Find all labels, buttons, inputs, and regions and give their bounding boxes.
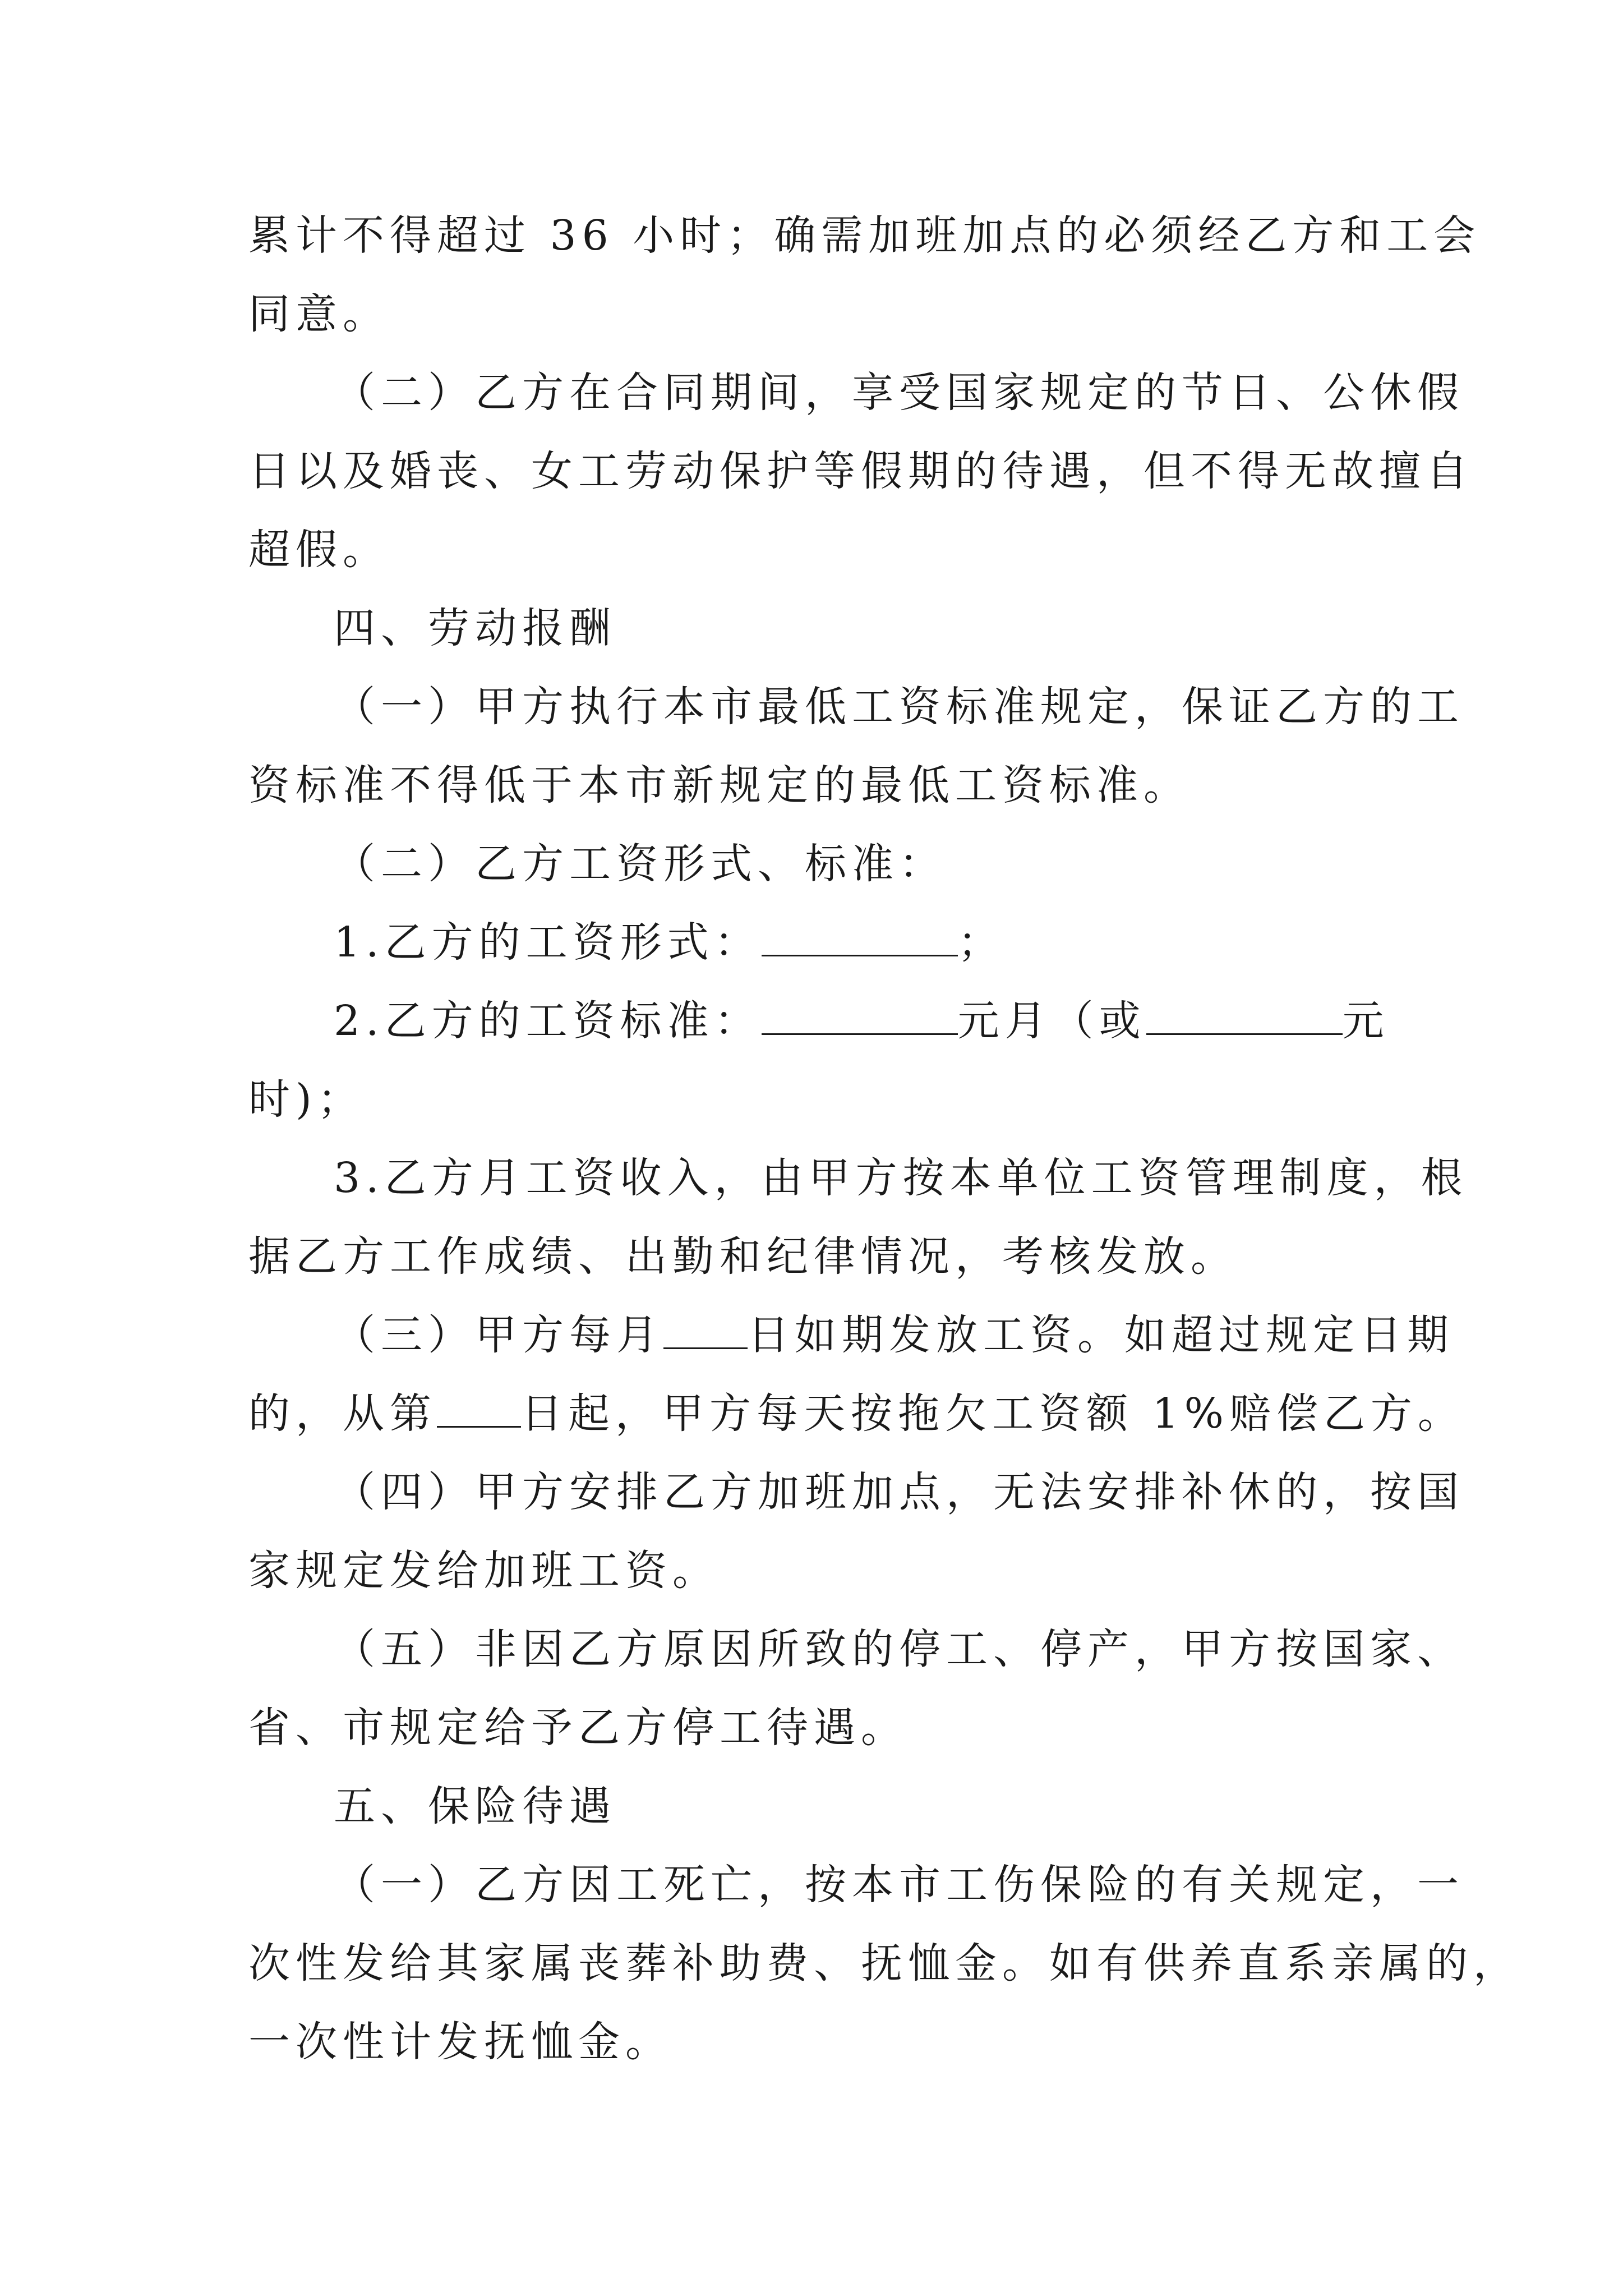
fill-in-blank[interactable]: [762, 915, 958, 956]
text-segment: 2.乙方的工资标准：: [334, 997, 762, 1045]
text-segment: 元: [1342, 997, 1390, 1045]
text-line: 同意。: [248, 290, 390, 338]
text-segment: 元月（或: [957, 997, 1146, 1045]
text-line: 3.乙方月工资收入，由甲方按本单位工资管理制度，根: [334, 1154, 1468, 1202]
text-line: [248, 1386, 1465, 1442]
text-segment: ；: [957, 918, 1005, 967]
text-segment: （三）甲方每月: [334, 1311, 663, 1359]
text-line: （一）乙方因工死亡，按本市工伤保险的有关规定，一: [334, 1861, 1464, 1909]
text-line: 一次性计发抚恤金。: [248, 2018, 672, 2066]
fill-in-blank[interactable]: [663, 1308, 748, 1349]
text-line: [334, 1307, 1454, 1363]
text-segment: 日如期发放工资。如超过规定日期: [748, 1311, 1454, 1359]
fill-in-blank[interactable]: [437, 1387, 521, 1428]
text-line: （四）甲方安排乙方加班加点，无法安排补休的，按国: [334, 1468, 1464, 1516]
text-line: 时)；: [248, 1075, 365, 1124]
section-heading: 四、劳动报酬: [334, 604, 616, 652]
text-line: [334, 914, 1005, 970]
text-line: 次性发给其家属丧葬补助费、抚恤金。如有供养直系亲属的，: [248, 1939, 1520, 1987]
text-line: 日以及婚丧、女工劳动保护等假期的待遇，但不得无故擅自: [248, 447, 1473, 495]
fill-in-blank[interactable]: [1146, 994, 1343, 1035]
text-segment: 的，从第: [248, 1389, 437, 1438]
text-segment: 1.乙方的工资形式：: [334, 918, 762, 967]
text-segment: 日起，甲方每天按拖欠工资额 1%赔偿乙方。: [521, 1389, 1465, 1438]
text-line: [334, 993, 1390, 1049]
fill-in-blank[interactable]: [762, 994, 958, 1035]
section-heading: 五、保险待遇: [334, 1782, 616, 1830]
text-line: 家规定发给加班工资。: [248, 1547, 720, 1595]
text-line: （五）非因乙方原因所致的停工、停产，甲方按国家、: [334, 1625, 1464, 1673]
text-line: （二）乙方在合同期间，享受国家规定的节日、公休假: [334, 369, 1464, 417]
text-line: 超假。: [248, 526, 390, 574]
text-line: （二）乙方工资形式、标准：: [334, 840, 946, 888]
text-line: 据乙方工作成绩、出勤和纪律情况，考核发放。: [248, 1232, 1238, 1281]
text-line: 资标准不得低于本市新规定的最低工资标准。: [248, 761, 1191, 809]
text-line: 累计不得超过 36 小时；确需加班加点的必须经乙方和工会: [248, 211, 1481, 260]
text-line: （一）甲方执行本市最低工资标准规定，保证乙方的工: [334, 683, 1464, 731]
text-line: 省、市规定给予乙方停工待遇。: [248, 1704, 908, 1752]
